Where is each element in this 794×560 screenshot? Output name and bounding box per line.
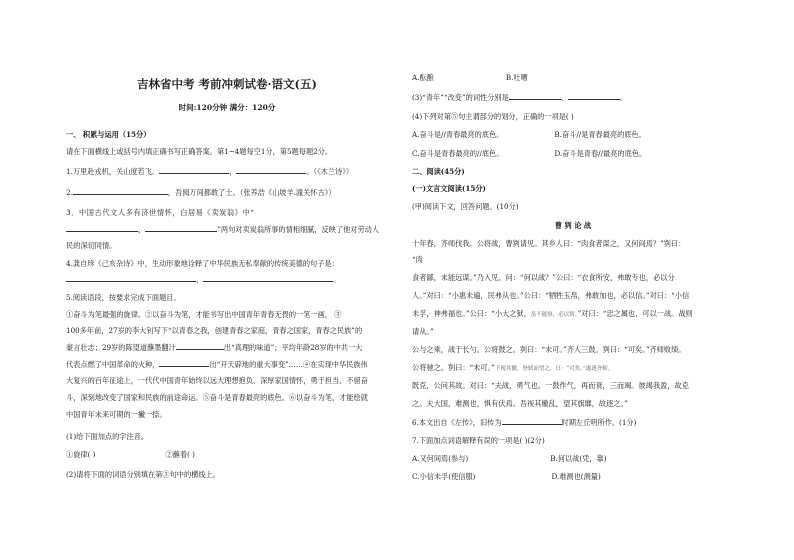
- answer-blank[interactable]: [66, 225, 138, 232]
- passage-line: 十年春，齐师伐我。公将战，曹刿请见。其乡人曰：“肉食者谋之，又何间焉？”刿曰：: [412, 239, 686, 248]
- passage-line: 公与之乘，战于长勺。公将鼓之。刿曰：“未可。”齐人三鼓。刿曰：“可矣。”齐师败绩。: [412, 345, 686, 354]
- answer-blank[interactable]: [73, 188, 168, 195]
- section-heading: 二、阅读(45分): [412, 167, 465, 176]
- passage-line: 中国青年未来可期的一撇一捺。: [66, 410, 167, 419]
- passage-line: [66, 360, 368, 369]
- question-4: 4.龚自珍《己亥杂诗》中，生动形象地诠释了中华民族无私奉献的传统美德的句子是：: [66, 259, 339, 268]
- instructions: 请在下面横线上或括号内填正确书写正确答案。第1~4题每空1分，第5题每题2分。: [66, 147, 333, 156]
- passage-line: 100多年前，27岁的李大钊写下“以青春之我，创建青春之家庭，青春之国家，青春之民族”的: [66, 326, 363, 335]
- question-1: 1.万里赴戎机，关山度若飞。 ， 。（《木兰诗》）: [66, 167, 354, 176]
- exam-meta: 时间:120分钟 满分：120分: [178, 103, 276, 112]
- answer-blank[interactable]: [509, 93, 561, 100]
- period: 。: [333, 275, 341, 284]
- answer-blank[interactable]: [568, 93, 620, 100]
- passage-line: [66, 343, 362, 352]
- passage-line: [412, 363, 613, 374]
- option-b[interactable]: B.何以战(凭，靠): [550, 454, 607, 463]
- question-3-line: [66, 225, 379, 234]
- comma: ，: [196, 275, 204, 284]
- question-6: [412, 418, 636, 427]
- passage-text: 豪言壮志；29岁的陈望道蘸墨翻汁: [66, 343, 176, 352]
- question-7: 7.下面加点词语解释有误的一项是( )(2分): [412, 436, 545, 445]
- passage-line: 之。夫大国，难测也，惧有伏焉。吾视其辙乱，望其旗靡，故逐之。”: [412, 399, 628, 408]
- option-a[interactable]: A.奋斗是//青春最亮的底色。: [412, 130, 504, 139]
- question-4-line: [66, 275, 340, 284]
- reading-instruction: (甲)阅读下文，回答问题。(10分): [412, 202, 519, 211]
- answer-blank[interactable]: [236, 167, 306, 174]
- question-3-end: 民的深切同情。: [66, 241, 117, 250]
- option-row: [412, 149, 646, 158]
- passage-line: 既克，公问其故。对曰：“夫战，勇气也。一鼓作气，再而衰，三而竭。彼竭我盈，故克: [412, 381, 689, 390]
- answer-blank[interactable]: [502, 418, 562, 425]
- exam-title: 吉林省中考 考前冲刺试卷·语文(五): [137, 77, 317, 91]
- passage-line: [412, 309, 693, 320]
- passage-note: 下视其辙，登轼而望之，曰：“可矣。”遂逐齐师。: [494, 366, 614, 372]
- answer-blank[interactable]: [159, 360, 209, 367]
- question-text: 6.本文出自《左传》，旧传为: [412, 418, 502, 427]
- passage-title: 曹 刿 论 战: [554, 221, 592, 230]
- option-b[interactable]: B.奋斗//是青春最亮的底色。: [554, 130, 646, 139]
- sub-question-3: (3)“青年”“改变”的词性分别是 、 。: [412, 93, 628, 102]
- option-row: [412, 73, 528, 82]
- section-heading: 一、 积累与运用（15分）: [66, 130, 151, 139]
- answer-blank[interactable]: [66, 275, 196, 282]
- pinyin-item[interactable]: ②蘸着( ): [165, 450, 195, 459]
- option-b[interactable]: B.吐嘈: [505, 73, 528, 82]
- option-c[interactable]: C.奋斗是青春最亮的//底色。: [412, 149, 504, 158]
- question-text: 3．中国古代文人多有济世情怀，白居易《卖炭翁》中“: [66, 208, 255, 217]
- answer-blank[interactable]: [145, 225, 217, 232]
- answer-blank[interactable]: [176, 343, 224, 350]
- question-5: 5.阅读语段，按要求完成下面题目。: [66, 293, 181, 302]
- option-d[interactable]: D.奋斗是青春//最亮的底色。: [554, 149, 647, 158]
- answer-blank[interactable]: [203, 275, 333, 282]
- option-row: [412, 454, 607, 463]
- sub-question-4: (4)下列对第⑤句主谓部分的划分，正确的一项是( ): [412, 112, 574, 121]
- passage-line: 斗，深刻地改变了国家和民族的前途命运。⑤奋斗是青春最亮的底色。⑥以奋斗为笔，才能绘就: [66, 393, 368, 402]
- option-c[interactable]: C.小信未孚(使信服): [412, 472, 476, 481]
- option-row: [412, 472, 601, 481]
- option-a[interactable]: A.又何间焉(参与): [412, 454, 469, 463]
- question-text: ，吾阅万间都敢了士。（张养浩《山坡羊.潼关怀古》）: [167, 188, 336, 197]
- comma: ，: [138, 225, 146, 234]
- option-row: [412, 130, 646, 139]
- question-text: (3)“青年”“改变”的词性分别是: [412, 93, 509, 102]
- passage-line: 人。”对曰：“小惠未遍，民弗从也。”公曰：“牺牲玉帛，弗敢加也，必以信。”对曰：“小信: [412, 291, 690, 300]
- passage-note: 虽不能察，必以情。: [530, 312, 578, 318]
- answer-blank[interactable]: [159, 167, 229, 174]
- passage-text: 代表点燃了中国革命的火种，: [66, 360, 160, 369]
- passage-text: ”对曰：“忠之属也，可以一战。战则: [577, 309, 693, 318]
- question-text: 时期左丘明所作。(1分): [561, 418, 637, 427]
- option-a[interactable]: A.酝酿: [412, 73, 434, 82]
- question-text: ”两句对卖炭翁所事的情相细腻，反映了他对劳动人: [217, 225, 380, 234]
- question-3: [66, 208, 388, 217]
- sub-question-1: (1)给下面加点的字注音。: [66, 432, 149, 441]
- passage-text: 未孚，神弗福也。”公曰：“小大之狱，: [412, 309, 531, 318]
- passage-line: “肉: [412, 255, 423, 264]
- passage-text: 出“开天辟地的重大事变”……④在实现中华民族伟: [209, 360, 368, 369]
- sub-question-2: (2)请将下面的词语分别填在第③句中的横线上。: [66, 470, 220, 479]
- passage-line: ①奋斗为笔最强的旋律。②以奋斗为笔，才能书写出中国青年青春无畏的一笔一画， ③: [66, 310, 342, 319]
- passage-line: 请从。”: [412, 327, 434, 336]
- pinyin-item[interactable]: ①旋律( ): [66, 450, 96, 459]
- question-text: 1.万里赴戎机，关山度若飞。: [66, 167, 160, 176]
- option-d[interactable]: D.难测也(测量): [551, 472, 601, 481]
- passage-line: 大复兴的百年征途上，一代代中国青年始终以远大理想抱负、深厚家国情怀，勇于担当、不留奋: [66, 376, 368, 385]
- question-text: 。（《木兰诗》）: [306, 167, 354, 176]
- passage-text: 公将驰之。刿曰：“未可。”: [412, 363, 495, 372]
- sub-question-1-options: [66, 450, 195, 459]
- section-subheading: (一)文言文阅读(15分): [412, 184, 486, 193]
- passage-text: 出“真理的味道”；平均年龄28岁的中共一大: [223, 343, 363, 352]
- question-2: 2. ，吾阅万间都敢了士。（张养浩《山坡羊.潼关怀古》）: [66, 188, 336, 197]
- passage-line: 食者鄙，未能远谋。”乃入见。问：“何以战？”公曰：“衣食所安，弗敢专也，必以分: [412, 273, 675, 282]
